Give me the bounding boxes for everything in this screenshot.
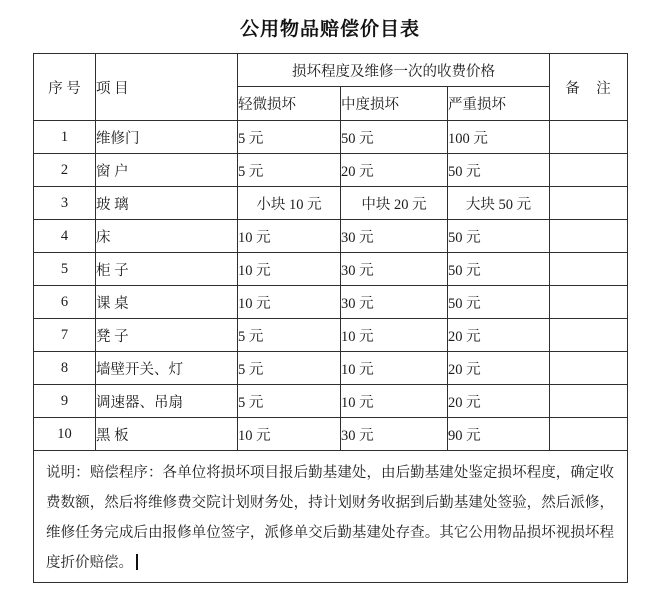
minor-cell: 10 元 [238, 286, 341, 319]
medium-cell: 10 元 [341, 319, 448, 352]
table-row [34, 352, 628, 385]
seq-cell: 10 [34, 418, 96, 451]
header-medium-damage: 中度损坏 [341, 87, 448, 121]
table-row [34, 220, 628, 253]
medium-cell: 30 元 [341, 253, 448, 286]
item-cell: 维修门 [96, 121, 238, 154]
severe-cell: 90 元 [448, 418, 550, 451]
minor-cell: 10 元 [238, 220, 341, 253]
severe-cell: 50 元 [448, 286, 550, 319]
item-cell: 凳 子 [96, 319, 238, 352]
item-cell: 床 [96, 220, 238, 253]
severe-cell: 100 元 [448, 121, 550, 154]
remark-cell [550, 286, 628, 319]
seq-cell: 6 [34, 286, 96, 319]
remark-cell [550, 187, 628, 220]
table-row [34, 286, 628, 319]
minor-cell: 小块 10 元 [238, 187, 341, 220]
medium-cell: 50 元 [341, 121, 448, 154]
remark-cell [550, 253, 628, 286]
header-item: 项 目 [96, 54, 238, 121]
header-row-1 [34, 54, 628, 87]
seq-cell: 5 [34, 253, 96, 286]
note-row [34, 451, 628, 583]
item-cell: 玻 璃 [96, 187, 238, 220]
severe-cell: 50 元 [448, 154, 550, 187]
severe-cell: 20 元 [448, 385, 550, 418]
medium-cell: 10 元 [341, 352, 448, 385]
seq-cell: 3 [34, 187, 96, 220]
remark-cell [550, 121, 628, 154]
minor-cell: 5 元 [238, 154, 341, 187]
minor-cell: 5 元 [238, 385, 341, 418]
item-cell: 墙壁开关、灯 [96, 352, 238, 385]
severe-cell: 20 元 [448, 319, 550, 352]
seq-cell: 8 [34, 352, 96, 385]
medium-cell: 10 元 [341, 385, 448, 418]
header-severe-damage: 严重损坏 [448, 87, 550, 121]
severe-cell: 50 元 [448, 220, 550, 253]
table-row [34, 154, 628, 187]
remark-cell [550, 319, 628, 352]
seq-cell: 4 [34, 220, 96, 253]
remark-cell [550, 154, 628, 187]
note-cell[interactable] [34, 451, 628, 583]
header-price-group: 损坏程度及维修一次的收费价格 [238, 54, 550, 87]
seq-cell: 2 [34, 154, 96, 187]
minor-cell: 10 元 [238, 418, 341, 451]
medium-cell: 20 元 [341, 154, 448, 187]
item-cell: 窗 户 [96, 154, 238, 187]
seq-cell: 1 [34, 121, 96, 154]
seq-cell: 9 [34, 385, 96, 418]
header-remark: 备 注 [550, 54, 628, 121]
item-cell: 黑 板 [96, 418, 238, 451]
table-row [34, 253, 628, 286]
table-row [34, 319, 628, 352]
header-seq: 序 号 [34, 54, 96, 121]
item-cell: 柜 子 [96, 253, 238, 286]
table-row [34, 385, 628, 418]
severe-cell: 50 元 [448, 253, 550, 286]
item-cell: 调速器、吊扇 [96, 385, 238, 418]
medium-cell: 30 元 [341, 286, 448, 319]
text-cursor [136, 554, 138, 570]
note-text: 说明：赔偿程序：各单位将损坏项目报后勤基建处，由后勤基建处鉴定损坏程度，确定收费数额，然后将维修费交院计划财务处，持计划财务收据到后勤基建处签验，然后派修，维修任务完成后由报修单位签字，派修单交后勤基建处存查。其它公用物品损坏视损坏程度折价赔偿。 [46, 465, 614, 571]
medium-cell: 30 元 [341, 418, 448, 451]
table-row [34, 418, 628, 451]
severe-cell: 大块 50 元 [448, 187, 550, 220]
remark-cell [550, 220, 628, 253]
medium-cell: 中块 20 元 [341, 187, 448, 220]
severe-cell: 20 元 [448, 352, 550, 385]
remark-cell [550, 352, 628, 385]
header-minor-damage: 轻微损坏 [238, 87, 341, 121]
minor-cell: 5 元 [238, 121, 341, 154]
remark-cell [550, 418, 628, 451]
minor-cell: 5 元 [238, 352, 341, 385]
table-row [34, 121, 628, 154]
compensation-price-table [33, 53, 628, 583]
item-cell: 课 桌 [96, 286, 238, 319]
minor-cell: 10 元 [238, 253, 341, 286]
table-row [34, 187, 628, 220]
seq-cell: 7 [34, 319, 96, 352]
minor-cell: 5 元 [238, 319, 341, 352]
remark-cell [550, 385, 628, 418]
medium-cell: 30 元 [341, 220, 448, 253]
page-title: 公用物品赔偿价目表 [239, 19, 420, 40]
